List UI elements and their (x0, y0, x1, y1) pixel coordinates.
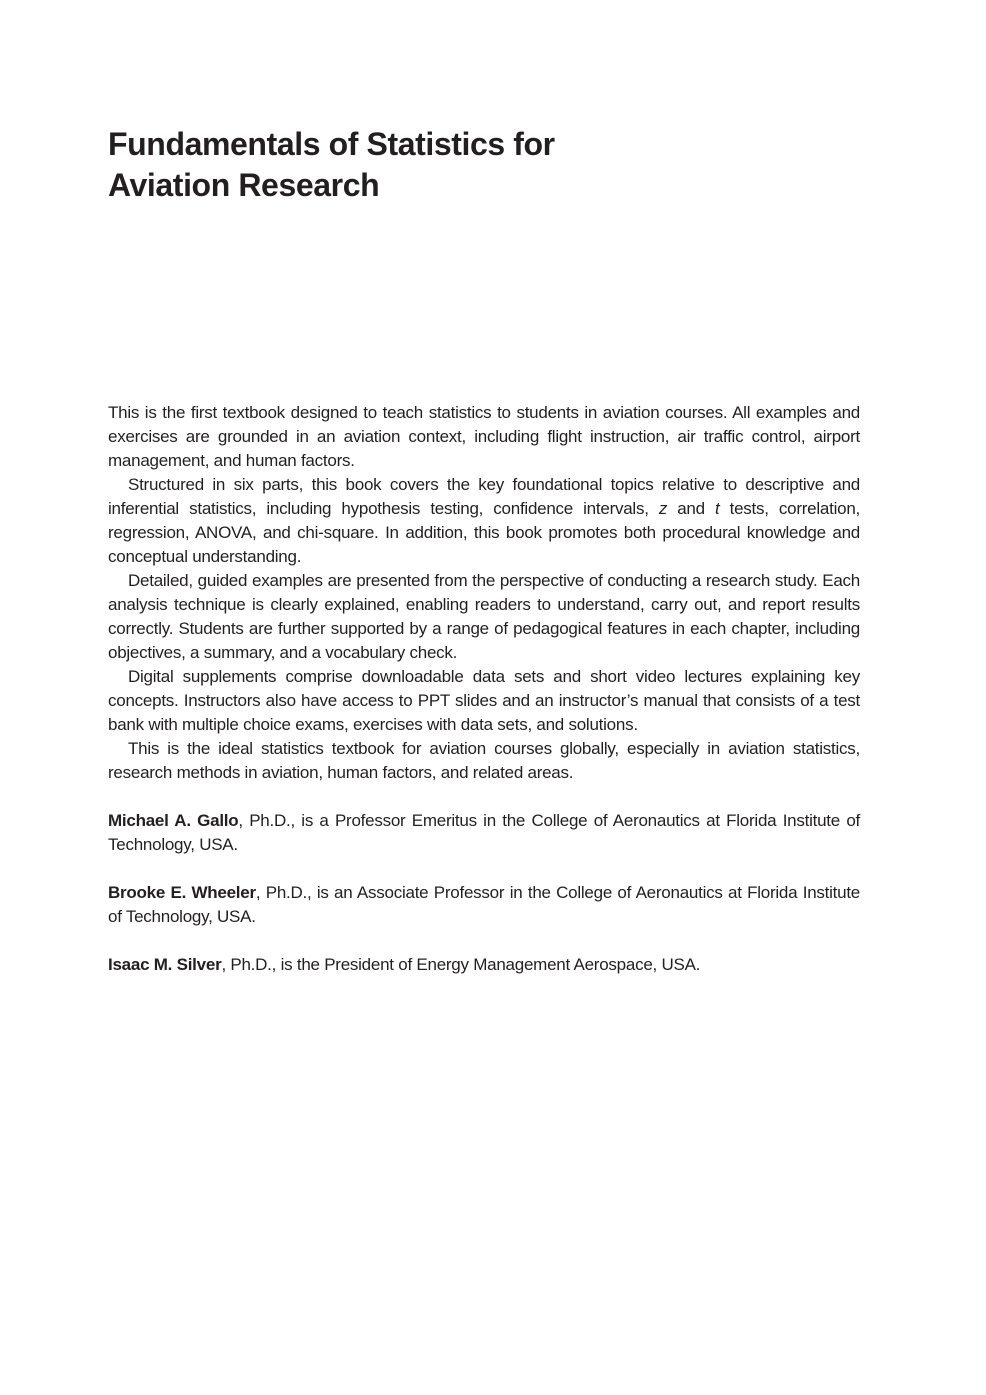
author-bio-text: , Ph.D., is the President of Energy Management Aerospace, USA. (221, 955, 701, 974)
author-bio (108, 809, 860, 857)
z-test-symbol: z (658, 499, 668, 518)
book-title-line-1: Fundamentals of Statistics for (108, 126, 555, 162)
description-paragraph-2-and: and (667, 499, 715, 518)
author-bios (108, 809, 860, 1001)
author-name: Isaac M. Silver (108, 955, 222, 974)
description-paragraph-4: Digital supplements comprise downloadable data sets and short video lectures explaining key concepts. Instructors also have access to PPT slides and an instructor’s manual that consists of a test bank with multiple choice exams, exercises with data sets, and solutions. (108, 667, 860, 734)
description-paragraph-2-part-b: tests, correlation, regression, ANOVA, and chi-square. In addition, this book promotes both procedural knowledge and conceptual understanding. (108, 499, 860, 566)
description-paragraph-2 (108, 473, 860, 569)
book-back-cover-page (108, 0, 860, 1395)
description-paragraph-2-part-a: Structured in six parts, this book covers the key foundational topics relative to descriptive and inferential statistics, including hypothesis testing, confidence intervals, (108, 475, 860, 518)
author-bio (108, 953, 860, 977)
book-title-line-2: Aviation Research (108, 167, 380, 203)
description-paragraph-1: This is the first textbook designed to teach statistics to students in aviation courses. All examples and exercises are grounded in an aviation context, including flight instruction, air traffic control, airport management, and human factors. (108, 403, 860, 470)
author-bio-text: , Ph.D., is an Associate Professor in the College of Aeronautics at Florida Institute of Technology, USA. (108, 883, 861, 926)
book-description (108, 401, 860, 785)
t-test-symbol: t (715, 499, 720, 518)
author-name: Michael A. Gallo (108, 811, 239, 830)
author-name: Brooke E. Wheeler (108, 883, 256, 902)
book-title (108, 124, 555, 206)
author-bio (108, 881, 860, 929)
description-paragraph-5: This is the ideal statistics textbook for aviation courses globally, especially in aviation statistics, research methods in aviation, human factors, and related areas. (108, 739, 860, 782)
author-bio-text: , Ph.D., is a Professor Emeritus in the College of Aeronautics at Florida Institute of Technology, USA. (108, 811, 860, 854)
description-paragraph-3: Detailed, guided examples are presented from the perspective of conducting a research study. Each analysis technique is clearly explained, enabling readers to understand, carry out, and report results correctly. Students are further supported by a range of pedagogical features in each chapter, including objectives, a summary, and a vocabulary check. (108, 571, 860, 662)
